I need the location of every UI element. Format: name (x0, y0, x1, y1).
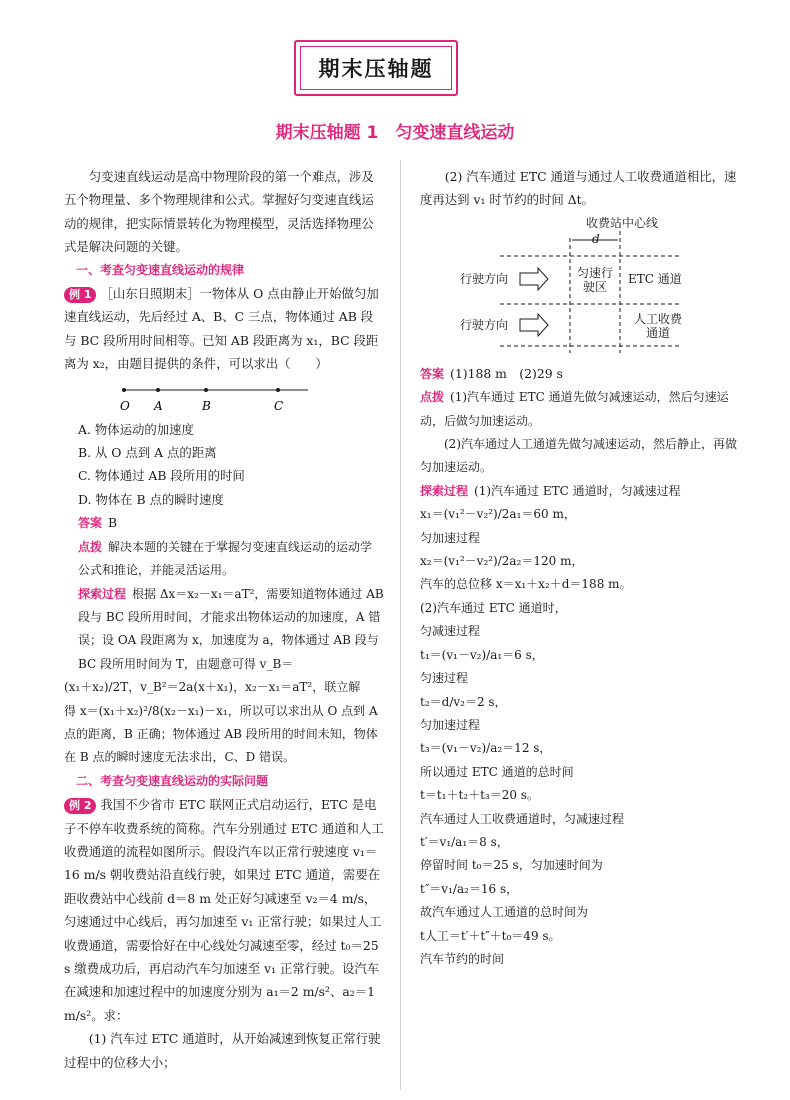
example-2-question (64, 793, 384, 1027)
example-2-tag: 例 2 (64, 798, 96, 814)
explore-line-1: 根据 Δx＝x₂－x₁＝aT²，需要知道物体通过 AB 段与 BC 段所用时间，才能求出物体运动的加速度，A 错误；设 OA 段距离为 x，加速度为 a，物体通过 AB 段与 BC 段所用时间为 T，由题意可得 v_B＝ (78, 586, 384, 671)
section-heading-2: 二、考查匀变速直线运动的实际问题 (76, 773, 269, 788)
explore-line: (1)汽车通过 ETC 通道时，匀减速过程 (474, 483, 681, 498)
answer-label: 答案 (420, 366, 445, 381)
explore-line: x₂＝(v₁²－v₂²)/2a₂＝120 m， (420, 554, 584, 569)
arrow-right-icon (520, 314, 548, 336)
explore-line: 匀速过程 (420, 671, 469, 686)
explore-line: x₁＝(v₁²－v₂²)/2a₁＝60 m， (420, 507, 576, 522)
explore-line-3: 得 x＝(x₁＋x₂)²/8(x₂－x₁)－x₁，所以可以求出从 O 点到 A 点的距离，B 正确；物体通过 AB 段所用的时间未知，物体在 B 点的瞬时速度无法求出，C、D 错误。 (64, 703, 378, 765)
explore-label: 探索过程 (420, 483, 469, 498)
etc-lane-label: ETC 通道 (628, 271, 682, 286)
label-c: C (274, 398, 284, 413)
example-1-tip (64, 536, 384, 583)
explore-line: t₃＝(v₁－v₂)/a₂＝12 s， (420, 741, 552, 756)
label-b: B (202, 398, 211, 413)
point-o (122, 388, 126, 392)
point-c (276, 388, 280, 392)
explore-line: 匀加速过程 (420, 717, 481, 732)
answer-label: 答案 (78, 516, 103, 531)
point-b (204, 388, 208, 392)
explore-label: 探索过程 (78, 586, 127, 601)
option-a: A. 物体运动的加速度 (78, 421, 194, 437)
arrow-right-icon (520, 268, 548, 290)
example-2-tip-2: (2)汽车通过人工通道先做匀减速运动，然后静止，再做匀加速运动。 (420, 437, 738, 475)
explore-line: t₂＝d/v₂＝2 s， (420, 694, 507, 709)
answer-value: (1)188 m (2)29 s (450, 365, 563, 381)
chapter-banner (294, 40, 458, 96)
example-2-q1: (1) 汽车过 ETC 通道时，从开始减速到恢复正常行驶过程中的位移大小； (64, 1031, 381, 1070)
explore-line: t′＝v₁/a₁＝8 s， (420, 834, 509, 849)
drive-direction-label-2: 行驶方向 (460, 317, 509, 332)
explore-line: t人工＝t′＋t″＋t₀＝49 s。 (420, 928, 561, 943)
option-c: C. 物体通过 AB 段所用的时间 (78, 468, 245, 484)
explore-line-2: (x₁＋x₂)/2T，v_B²＝2a(x＋x₁)，x₂－x₁＝aT²，联立解 (64, 680, 361, 695)
explore-line: t＝t₁＋t₂＋t₃＝20 s。 (420, 788, 539, 803)
example-1-text: ［山东日照期末］一物体从 O 点由静止开始做匀加速直线运动，先后经过 A、B、C 三点，物体通过 AB 段与 BC 段所用时间相等。已知 AB 段距离为 x₁，BC 段距离为 x₂，由题目提供的条件，可以求出（ ） (64, 286, 379, 372)
tip-label: 点拨 (78, 539, 103, 554)
point-a (156, 388, 160, 392)
number-line-figure (64, 380, 384, 416)
explore-line: 匀减速过程 (420, 624, 481, 639)
explore-line: t″＝v₁/a₂＝16 s， (420, 881, 519, 896)
explore-line: 故汽车通过人工通道的总时间为 (420, 905, 589, 920)
chapter-banner-title: 期末压轴题 (300, 46, 452, 90)
page-title: 期末压轴题 1 匀变速直线运动 (275, 123, 515, 143)
explore-line: 所以通过 ETC 通道的总时间 (420, 764, 574, 779)
example-1-answer (64, 511, 384, 535)
option-b: B. 从 O 点到 A 点的距离 (78, 445, 217, 461)
label-a: A (154, 398, 163, 413)
explore-line: 匀加速过程 (420, 530, 481, 545)
left-column (64, 165, 384, 1074)
explore-line: 停留时间 t₀＝25 s，匀加速时间为 (420, 858, 603, 873)
intro-paragraph: 匀变速直线运动是高中物理阶段的第一个难点，涉及五个物理量、多个物理规律和公式。掌握好匀变速直线运动的规律，把实际情景转化为物理模型，灵活选择物理公式是解决问题的关键。 (64, 169, 374, 255)
example-2-text: 我国不少省市 ETC 联网正式启动运行，ETC 是电子不停车收费系统的简称。汽车分别通过 ETC 通道和人工收费通道的流程如图所示。假设汽车以正常行驶速度 v₁＝16 m/s 朝收费站沿直线行驶，如果过 ETC 通道，需要在距收费站中心线前 d＝8 m 处正好匀减速至 v₂＝4 m/s，匀速通过中心线后，再匀加速至 v₁ 正常行驶；如果过人工收费通道，需要恰好在中心线处匀减速至零，经过 t₀＝25 s 缴费成功后，再启动汽车匀加速至 v₁ 正常行驶。设汽车在减速和加速过程中的加速度分别为 a₁＝2 m/s²、a₂＝1 m/s²。求： (64, 797, 384, 1023)
column-divider (400, 160, 401, 1090)
center-line-label: 收费站中心线 (586, 215, 659, 230)
number-line-svg (64, 380, 284, 416)
d-label: d (592, 231, 600, 246)
answer-value: B (108, 515, 118, 531)
uniform-zone-label: 匀速行驶区 (576, 265, 613, 294)
example-1-tag: 例 1 (64, 287, 96, 303)
example-2-answer (420, 362, 738, 386)
tip-label: 点拨 (420, 390, 445, 405)
manual-lane-label: 人工收费通道 (633, 311, 682, 340)
toll-station-figure (420, 215, 738, 358)
option-d: D. 物体在 B 点的瞬时速度 (78, 491, 224, 507)
explore-line: t₁＝(v₁－v₂)/a₁＝6 s， (420, 647, 544, 662)
explore-line: 汽车节约的时间 (420, 951, 505, 966)
example-1-explore (64, 583, 384, 677)
explore-line: (2)汽车通过 ETC 通道时， (420, 600, 567, 615)
example-1-question (64, 282, 384, 376)
right-column (420, 165, 738, 971)
drive-direction-label-1: 行驶方向 (460, 271, 509, 286)
tip-text-1: (1)汽车通过 ETC 通道先做匀减速运动，然后匀速运动，后做匀加速运动。 (420, 390, 729, 428)
tip-text: 解决本题的关键在于掌握匀变速直线运动的运动学公式和推论，并能灵活运用。 (78, 539, 373, 578)
label-o: O (120, 398, 130, 413)
example-2-q2: (2) 汽车通过 ETC 通道与通过人工收费通道相比，速度再达到 v₁ 时节约的时间 Δt。 (420, 169, 737, 208)
explore-line: 汽车的总位移 x＝x₁＋x₂＋d＝188 m。 (420, 577, 632, 592)
example-2-explore (420, 480, 738, 503)
explore-line: 汽车通过人工收费通道时，匀减速过程 (420, 811, 625, 826)
example-2-tip-1 (420, 386, 738, 433)
section-heading-1: 一、考查匀变速直线运动的规律 (76, 262, 245, 277)
